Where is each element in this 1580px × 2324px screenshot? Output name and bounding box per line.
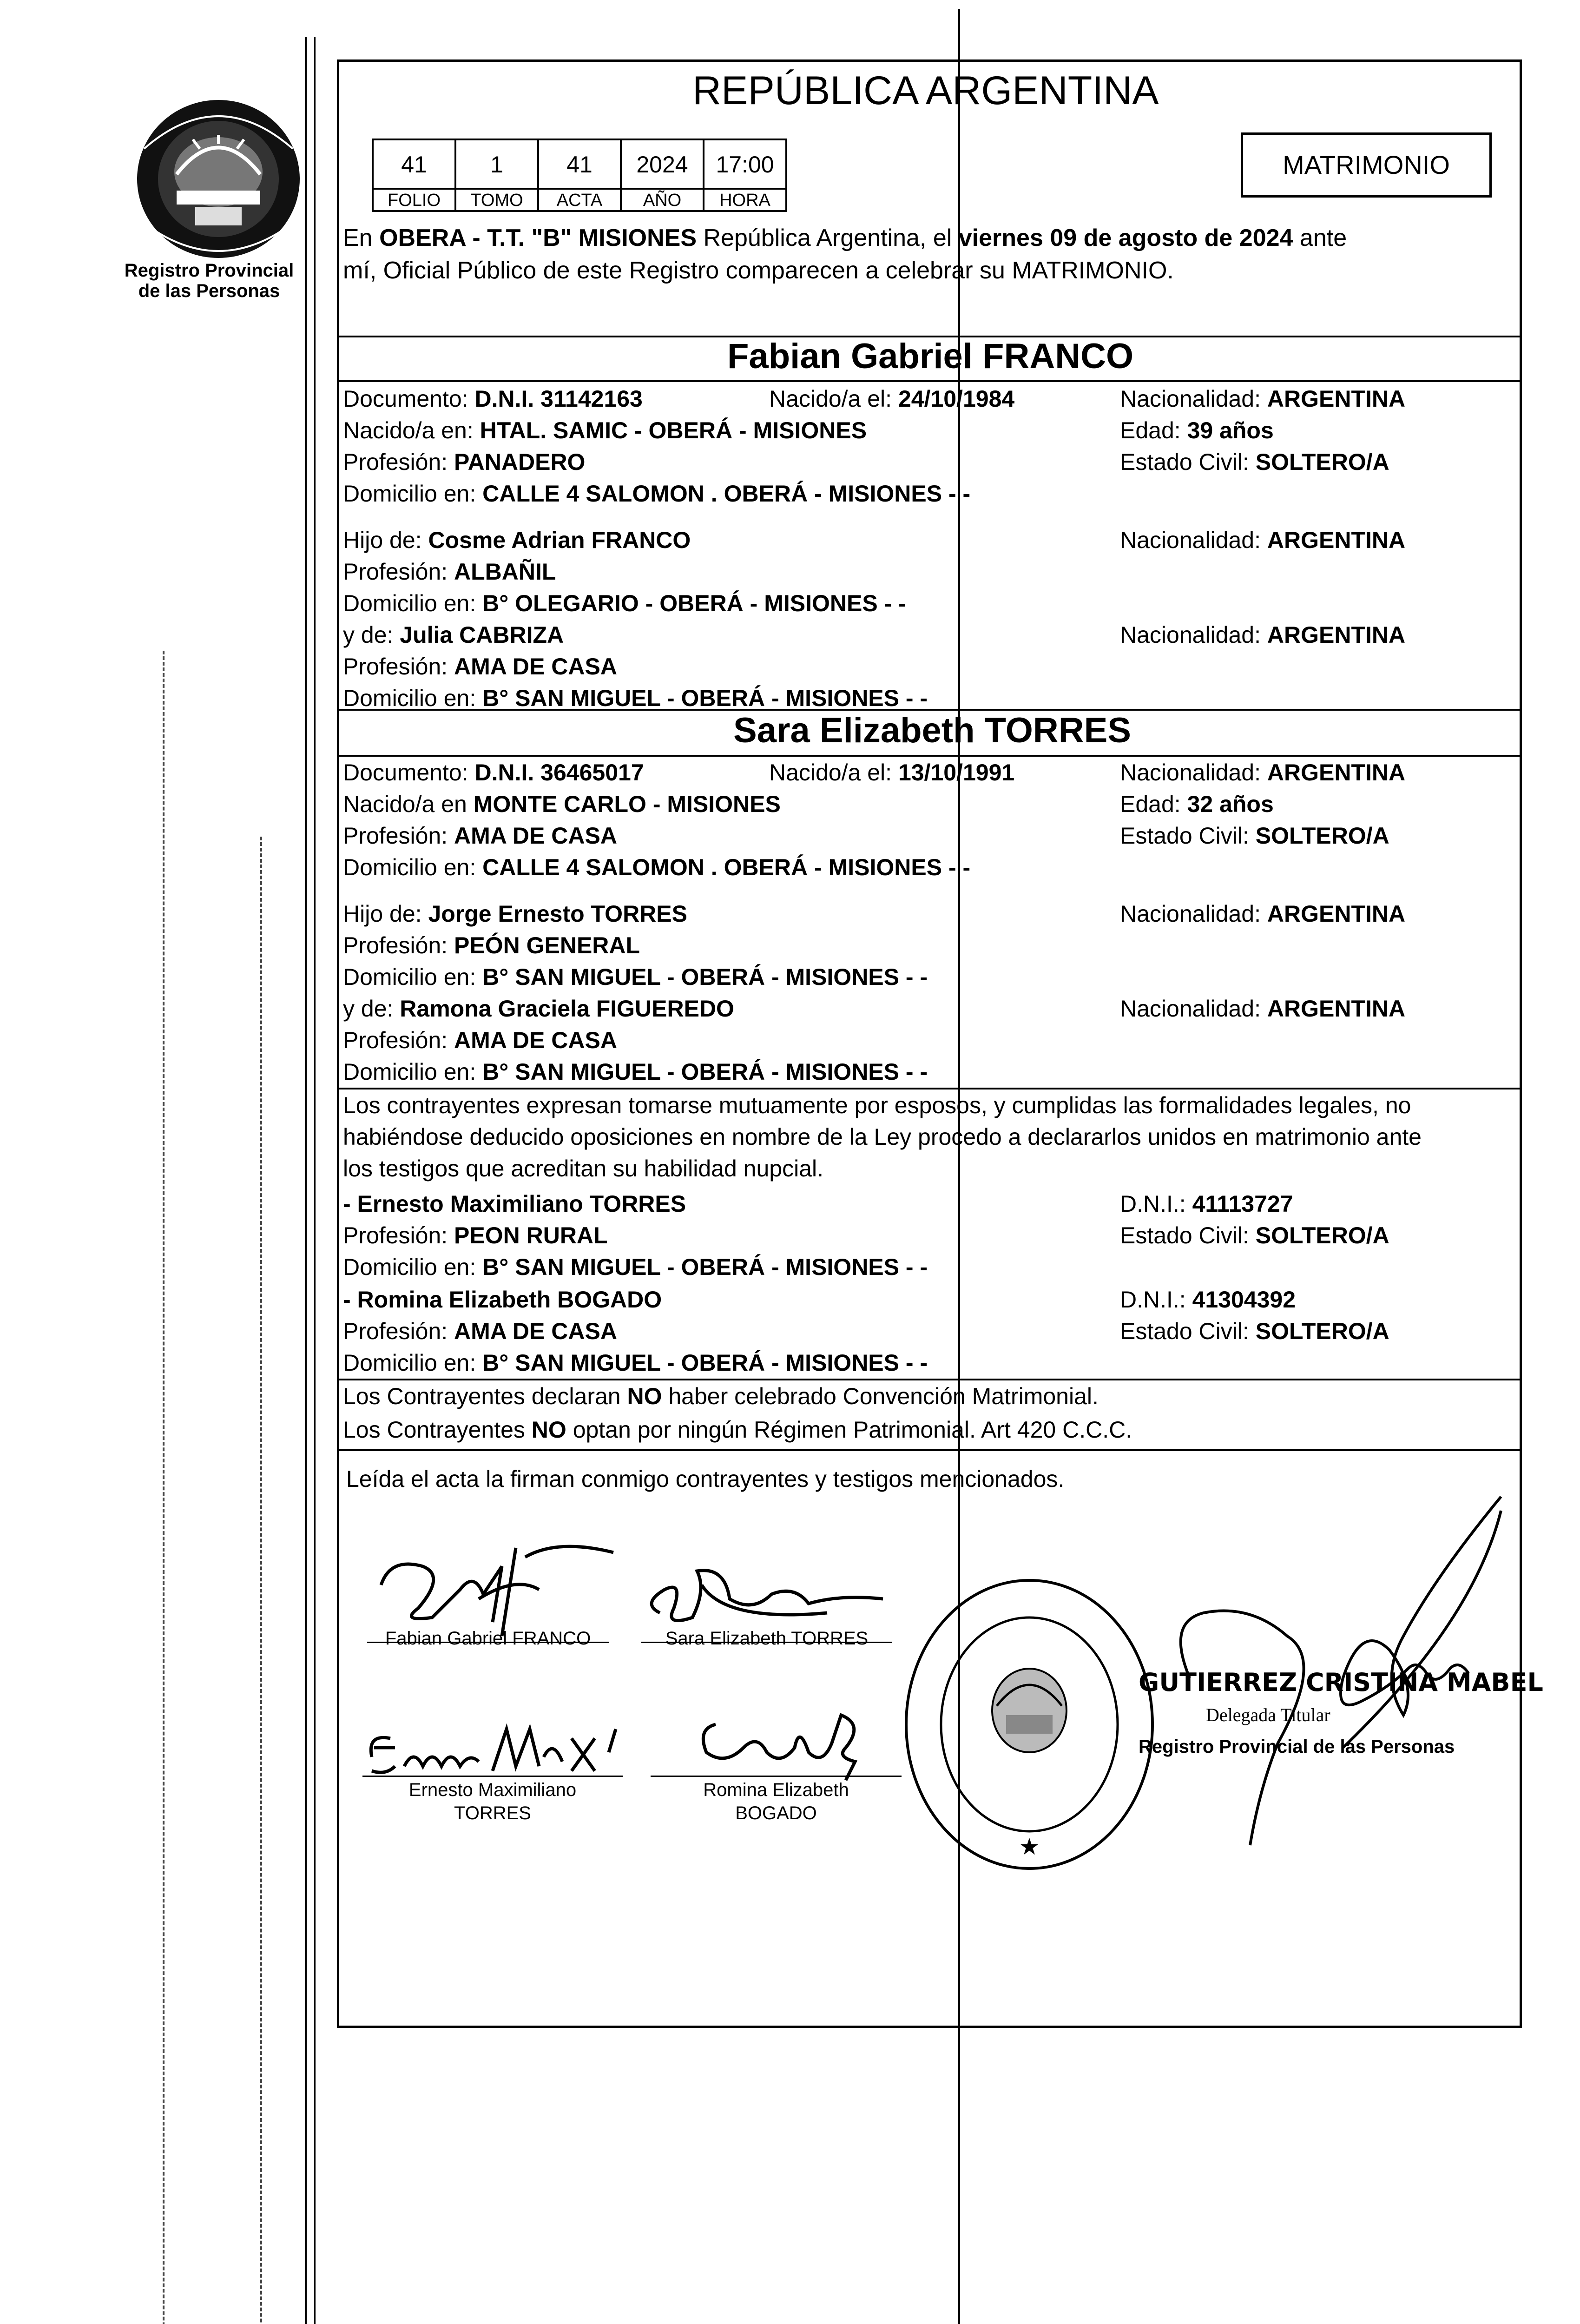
groom-name: Fabian Gabriel FRANCO [727, 337, 1134, 376]
groom-prof-value: PANADERO [454, 449, 586, 475]
regime-2-no: NO [531, 1417, 566, 1443]
doc-type-box [1241, 132, 1492, 198]
groom-father-nat-value: ARGENTINA [1267, 527, 1406, 553]
groom-prof-label: Profesión: [343, 449, 454, 475]
groom-nationality [1120, 384, 1405, 414]
groom-civil-label: Estado Civil: [1120, 449, 1256, 475]
groom-father-prof-label: Profesión: [343, 559, 454, 585]
bride-born-label: Nacido/a el: [769, 759, 898, 786]
witness-1-sign-label-2: TORRES [454, 1803, 531, 1823]
groom-mother-nat-label: Nacionalidad: [1120, 622, 1267, 648]
regime-1-text: Los Contrayentes declaran [343, 1383, 627, 1409]
intro-text-2: República Argentina, el [697, 224, 959, 251]
groom-civil [1120, 447, 1389, 477]
witness-1-dom-label: Domicilio en: [343, 1254, 483, 1280]
groom-age-label: Edad: [1120, 417, 1187, 443]
groom-mother-dom-label: Domicilio en: [343, 685, 483, 711]
witness-2-civil-label: Estado Civil: [1120, 1318, 1256, 1344]
groom-father-prof-value: ALBAÑIL [454, 559, 556, 585]
groom-born-label: Nacido/a el: [769, 386, 898, 412]
witness-2-prof-label: Profesión: [343, 1318, 454, 1344]
bride-father-nat-value: ARGENTINA [1267, 901, 1406, 927]
groom-father-dom-value: B° OLEGARIO - OBERÁ - MISIONES - - [482, 590, 906, 616]
bride-nationality [1120, 758, 1405, 787]
groom-dom-label: Domicilio en: [343, 481, 483, 507]
witness-2-signature [688, 1697, 883, 1785]
bride-birthplace-label: Nacido/a en [343, 791, 474, 817]
witness-1-domicile [343, 1252, 928, 1282]
groom-father-label: Hijo de: [343, 527, 428, 553]
ref-anio-label: AÑO [620, 188, 704, 212]
groom-mother-nationality [1120, 620, 1405, 650]
regime-2-text-2: optan por ningún Régimen Patrimonial. Art 420 C.C.C. [566, 1417, 1132, 1443]
regime-2-text: Los Contrayentes [343, 1417, 532, 1443]
witness-2-dni-value: 41304392 [1192, 1287, 1296, 1313]
bride-civil [1120, 821, 1389, 851]
bride-doc-label: Documento: [343, 759, 475, 786]
witness-2-dni-label: D.N.I.: [1120, 1287, 1192, 1313]
regime-line-2 [343, 1415, 1132, 1445]
groom-father [343, 525, 691, 555]
witness-1-sign-line [362, 1776, 623, 1777]
groom-doc-value: D.N.I. 31142163 [474, 386, 643, 412]
bride-father-value: Jorge Ernesto TORRES [428, 901, 687, 927]
bride-age-label: Edad: [1120, 791, 1187, 817]
intro-line-2: mí, Oficial Público de este Registro comparecen a celebrar su MATRIMONIO. [343, 257, 1174, 284]
groom-father-dom-label: Domicilio en: [343, 590, 483, 616]
witness-1-sign-label-1: Ernesto Maximiliano [408, 1780, 577, 1800]
left-margin-line-2 [314, 37, 316, 2324]
bride-mother-profession [343, 1025, 617, 1055]
ref-folio-value: 41 [372, 139, 456, 190]
bride-civil-label: Estado Civil: [1120, 823, 1256, 849]
bride-divider-bottom [337, 755, 1522, 757]
witness-1-prof-value: PEON RURAL [454, 1222, 608, 1248]
witness-1-dni-label: D.N.I.: [1120, 1191, 1192, 1217]
witness-2-signature-scribble-icon [688, 1697, 883, 1785]
witness-2-sign-label-1: Romina Elizabeth [703, 1780, 849, 1800]
witness-2-domicile [343, 1348, 928, 1378]
bride-father-label: Hijo de: [343, 901, 428, 927]
official-org: Registro Provincial de las Personas [1139, 1736, 1455, 1757]
logo-caption-line2: de las Personas [138, 281, 280, 301]
groom-birthplace-label: Nacido/a en: [343, 417, 480, 443]
witness-1-name: - Ernesto Maximiliano TORRES [343, 1191, 686, 1217]
intro-text-3: ante [1293, 224, 1347, 251]
bride-age-value: 32 años [1187, 791, 1274, 817]
witness-2-civil [1120, 1316, 1389, 1346]
bride-father-profession [343, 931, 640, 960]
province-seal-icon [125, 93, 311, 265]
bride-mother-nat-value: ARGENTINA [1267, 996, 1406, 1022]
ref-hora-value: 17:00 [703, 139, 787, 190]
bride-mother-prof-value: AMA DE CASA [454, 1027, 617, 1053]
country-title: REPÚBLICA ARGENTINA [692, 68, 1159, 113]
ref-acta-label: ACTA [537, 188, 622, 212]
official-name: GUTIERREZ CRISTINA MABEL [1139, 1668, 1543, 1697]
official-title: Delegada Titular [1206, 1704, 1330, 1725]
closing-divider [337, 1449, 1522, 1451]
bride-born-value: 13/10/1991 [898, 759, 1015, 786]
declaration-line-2: habiéndose deducido oposiciones en nombre de la Ley procedo a declararlos unidos en matrimonio ante [343, 1124, 1422, 1150]
groom-nat-label: Nacionalidad: [1120, 386, 1267, 412]
witness-2-name: - Romina Elizabeth BOGADO [343, 1287, 662, 1313]
closing-text: Leída el acta la firman conmigo contrayentes y testigos mencionados. [346, 1466, 1065, 1492]
witness-1-prof-label: Profesión: [343, 1222, 454, 1248]
bride-father-prof-label: Profesión: [343, 932, 454, 958]
bride-father-dom-label: Domicilio en: [343, 964, 483, 990]
groom-mother-nat-value: ARGENTINA [1267, 622, 1406, 648]
witness-1-dni-value: 41113727 [1192, 1191, 1293, 1217]
witness-2-prof-value: AMA DE CASA [454, 1318, 617, 1344]
reference-table [372, 139, 809, 212]
bride-age [1120, 789, 1274, 819]
declaration-line-1: Los contrayentes expresan tomarse mutuamente por esposos, y cumplidas las formalidades legales, no [343, 1092, 1411, 1118]
groom-mother-prof-value: AMA DE CASA [454, 654, 617, 680]
bride-birthplace [343, 789, 781, 819]
groom-age-value: 39 años [1187, 417, 1274, 443]
bride-dom-label: Domicilio en: [343, 854, 483, 880]
groom-nat-value: ARGENTINA [1267, 386, 1406, 412]
groom-profession [343, 447, 585, 477]
bride-mother [343, 994, 734, 1023]
groom-mother-dom-value: B° SAN MIGUEL - OBERÁ - MISIONES - - [482, 685, 928, 711]
bride-mother-label: y de: [343, 996, 400, 1022]
groom-dom-value: CALLE 4 SALOMON . OBERÁ - MISIONES - - [482, 481, 971, 507]
witness-1-civil-label: Estado Civil: [1120, 1222, 1256, 1248]
left-margin-line [305, 37, 307, 2324]
ref-hora-label: HORA [703, 188, 787, 212]
declaration-divider [337, 1088, 1522, 1089]
groom-born [769, 384, 1014, 414]
witness-2-civil-value: SOLTERO/A [1255, 1318, 1389, 1344]
intro-line-1 [343, 223, 1347, 253]
witness-2-sign-label-2: BOGADO [735, 1803, 817, 1823]
groom-domicile [343, 479, 970, 508]
bride-father-nationality [1120, 899, 1405, 929]
svg-text:★: ★ [1019, 1833, 1040, 1860]
regime-1-text-2: haber celebrado Convención Matrimonial. [662, 1383, 1099, 1409]
witness-1-profession [343, 1221, 608, 1250]
witness-2-dom-label: Domicilio en: [343, 1350, 483, 1376]
bride-prof-value: AMA DE CASA [454, 823, 617, 849]
bride-mother-prof-label: Profesión: [343, 1027, 454, 1053]
doc-type-label: MATRIMONIO [1283, 150, 1450, 179]
ref-anio-value: 2024 [620, 139, 704, 190]
bride-civil-value: SOLTERO/A [1255, 823, 1389, 849]
groom-doc-label: Documento: [343, 386, 475, 412]
groom-father-value: Cosme Adrian FRANCO [428, 527, 691, 553]
bride-doc [343, 758, 644, 787]
groom-mother [343, 620, 564, 650]
groom-birthplace [343, 416, 867, 445]
bride-nat-value: ARGENTINA [1267, 759, 1406, 786]
groom-mother-label: y de: [343, 622, 400, 648]
intro-date: viernes 09 de agosto de 2024 [958, 224, 1293, 251]
intro-text: En [343, 224, 380, 251]
groom-civil-value: SOLTERO/A [1255, 449, 1389, 475]
bride-name: Sara Elizabeth TORRES [733, 711, 1131, 750]
bride-father-prof-value: PEÓN GENERAL [454, 932, 640, 958]
left-edge-dash [163, 651, 165, 2324]
witness-2-dom-value: B° SAN MIGUEL - OBERÁ - MISIONES - - [482, 1350, 928, 1376]
groom-mother-value: Julia CABRIZA [400, 622, 564, 648]
groom-father-nat-label: Nacionalidad: [1120, 527, 1267, 553]
bride-mother-dom-label: Domicilio en: [343, 1059, 483, 1085]
declaration-line-3: los testigos que acreditan su habilidad nupcial. [343, 1155, 824, 1182]
bride-father-nat-label: Nacionalidad: [1120, 901, 1267, 927]
regime-divider [337, 1379, 1522, 1380]
bride-dom-value: CALLE 4 SALOMON . OBERÁ - MISIONES - - [482, 854, 971, 880]
bride-born [769, 758, 1014, 787]
bride-prof-label: Profesión: [343, 823, 454, 849]
witness-1-civil [1120, 1221, 1389, 1250]
ref-tomo-value: 1 [454, 139, 539, 190]
groom-doc [343, 384, 643, 414]
bride-father-dom-value: B° SAN MIGUEL - OBERÁ - MISIONES - - [482, 964, 928, 990]
bride-sign-label: Sara Elizabeth TORRES [665, 1628, 869, 1649]
witness-2-profession [343, 1316, 617, 1346]
left-edge-dash-2 [260, 837, 262, 2324]
groom-divider-bottom [337, 380, 1522, 382]
bride-mother-domicile [343, 1057, 928, 1087]
province-logo [125, 93, 311, 265]
bride-father [343, 899, 687, 929]
regime-line-1 [343, 1381, 1099, 1411]
groom-father-domicile [343, 588, 906, 618]
witness-1-dom-value: B° SAN MIGUEL - OBERÁ - MISIONES - - [482, 1254, 928, 1280]
witness-2-sign-line [651, 1776, 902, 1777]
bride-nat-label: Nacionalidad: [1120, 759, 1267, 786]
witness-2-dni [1120, 1285, 1296, 1314]
intro-place: OBERA - T.T. "B" MISIONES [379, 224, 697, 251]
groom-father-profession [343, 557, 556, 587]
groom-mother-prof-label: Profesión: [343, 654, 454, 680]
logo-caption-line1: Registro Provincial [124, 260, 294, 281]
bride-mother-nat-label: Nacionalidad: [1120, 996, 1267, 1022]
groom-age [1120, 416, 1274, 445]
bride-mother-nationality [1120, 994, 1405, 1023]
regime-1-no: NO [627, 1383, 662, 1409]
ref-tomo-label: TOMO [454, 188, 539, 212]
bride-mother-value: Ramona Graciela FIGUEREDO [400, 996, 734, 1022]
groom-father-nationality [1120, 525, 1405, 555]
groom-sign-label: Fabian Gabriel FRANCO [385, 1628, 591, 1649]
bride-profession [343, 821, 617, 851]
groom-birthplace-value: HTAL. SAMIC - OBERÁ - MISIONES [480, 417, 867, 443]
logo-caption [107, 260, 311, 301]
witness-1-civil-value: SOLTERO/A [1255, 1222, 1389, 1248]
ref-acta-value: 41 [537, 139, 622, 190]
witness-1-dni [1120, 1189, 1293, 1219]
bride-father-domicile [343, 962, 928, 992]
bride-domicile [343, 852, 970, 882]
bride-doc-value: D.N.I. 36465017 [474, 759, 644, 786]
groom-mother-profession [343, 652, 617, 681]
bride-birthplace-value: MONTE CARLO - MISIONES [473, 791, 781, 817]
bride-mother-dom-value: B° SAN MIGUEL - OBERÁ - MISIONES - - [482, 1059, 928, 1085]
groom-born-value: 24/10/1984 [898, 386, 1015, 412]
ref-folio-label: FOLIO [372, 188, 456, 212]
